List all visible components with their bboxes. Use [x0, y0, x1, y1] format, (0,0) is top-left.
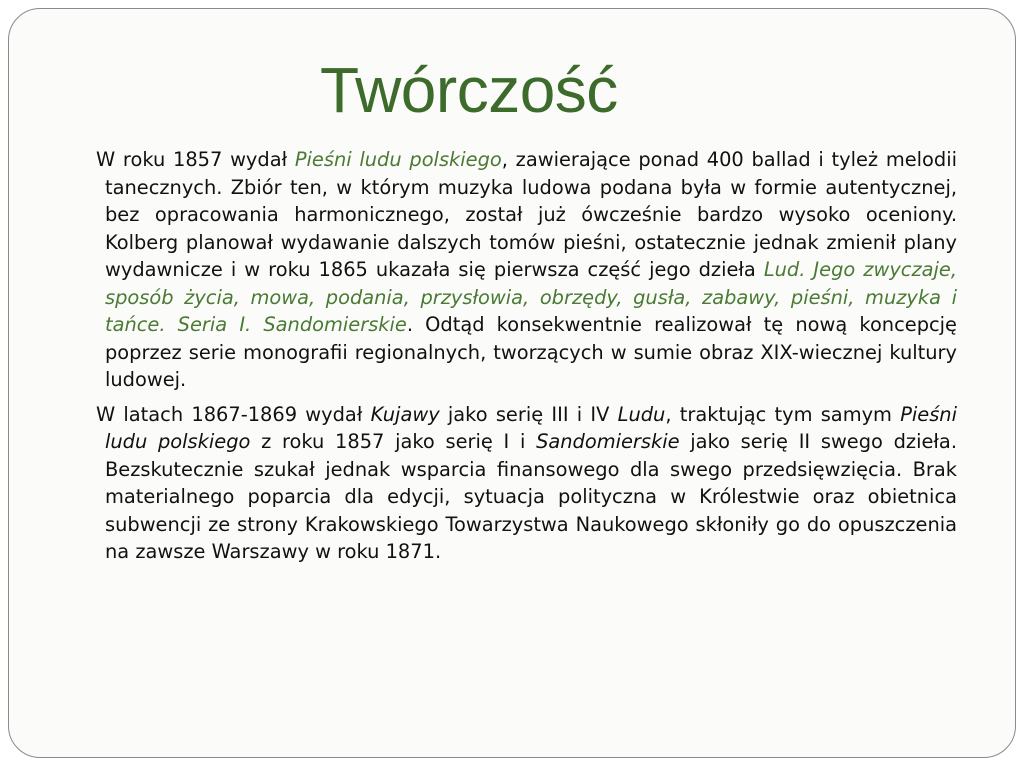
- paragraph-2-text-g: z roku 1857 jako serię I i: [250, 430, 537, 453]
- title-kujawy: Kujawy: [370, 402, 440, 426]
- paragraph-2-text-a: W latach 1867-1869 wydał: [96, 402, 371, 426]
- paragraph-1-text-e: . Odtąd konsekwentnie realizował tę nową koncepcję poprzez serie monografii regionalnych, tworzących w sumie obraz XIX-wiecznej kultury ludowej.: [105, 313, 957, 391]
- slide-body: [96, 146, 958, 573]
- title-sandomierskie: Sandomierskie: [536, 430, 680, 453]
- paragraph-2-text-c: jako serię III i IV: [439, 402, 618, 426]
- slide-title: Twórczość: [320, 54, 618, 126]
- paragraph-1-text-a: W roku 1857 wydał: [96, 148, 295, 171]
- title-ludu: Ludu: [617, 402, 666, 426]
- title-piesni-ludu-polskiego: Pieśni ludu polskiego: [294, 148, 502, 171]
- paragraph-1: [96, 146, 958, 394]
- paragraph-2-text-e: , traktując tym samym: [665, 402, 901, 426]
- paragraph-2-text-i: jako serię II swego dzieła. Bezskutecznie szukał jednak wsparcia finansowego dla swego przedsięwzięcia. Brak materialnego poparcia dla edycji, sytuacja polityczna w Królestwie oraz obietnica subwencji ze strony Krakowskiego Towarzystwa Naukowego skłoniły go do opuszczenia na zawsze Warszawy w roku 1871.: [105, 430, 957, 563]
- title-piesni-ludu-polskiego-2: Pieśni ludu polskiego: [105, 402, 957, 453]
- title-lud-seria-i: Lud. Jego zwyczaje, sposób życia, mowa, podania, przysłowia, obrzędy, gusła, zabawy, pieśni, muzyka i tańce. Seria I. Sandomierskie: [105, 258, 958, 336]
- paragraph-1-text-c: , zawierające ponad 400 ballad i tyleż melodii tanecznych. Zbiór ten, w którym muzyka ludowa podana była w formie autentycznej, bez opracowania harmonicznego, został już ówcześnie bardzo wysoko oceniony. Kolberg planował wydawanie dalszych tomów pieśni, ostatecznie jednak zmienił plany wydawnicze i w roku 1865 ukazała się pierwsza część jego dzieła: [105, 148, 957, 281]
- paragraph-2: [96, 401, 957, 566]
